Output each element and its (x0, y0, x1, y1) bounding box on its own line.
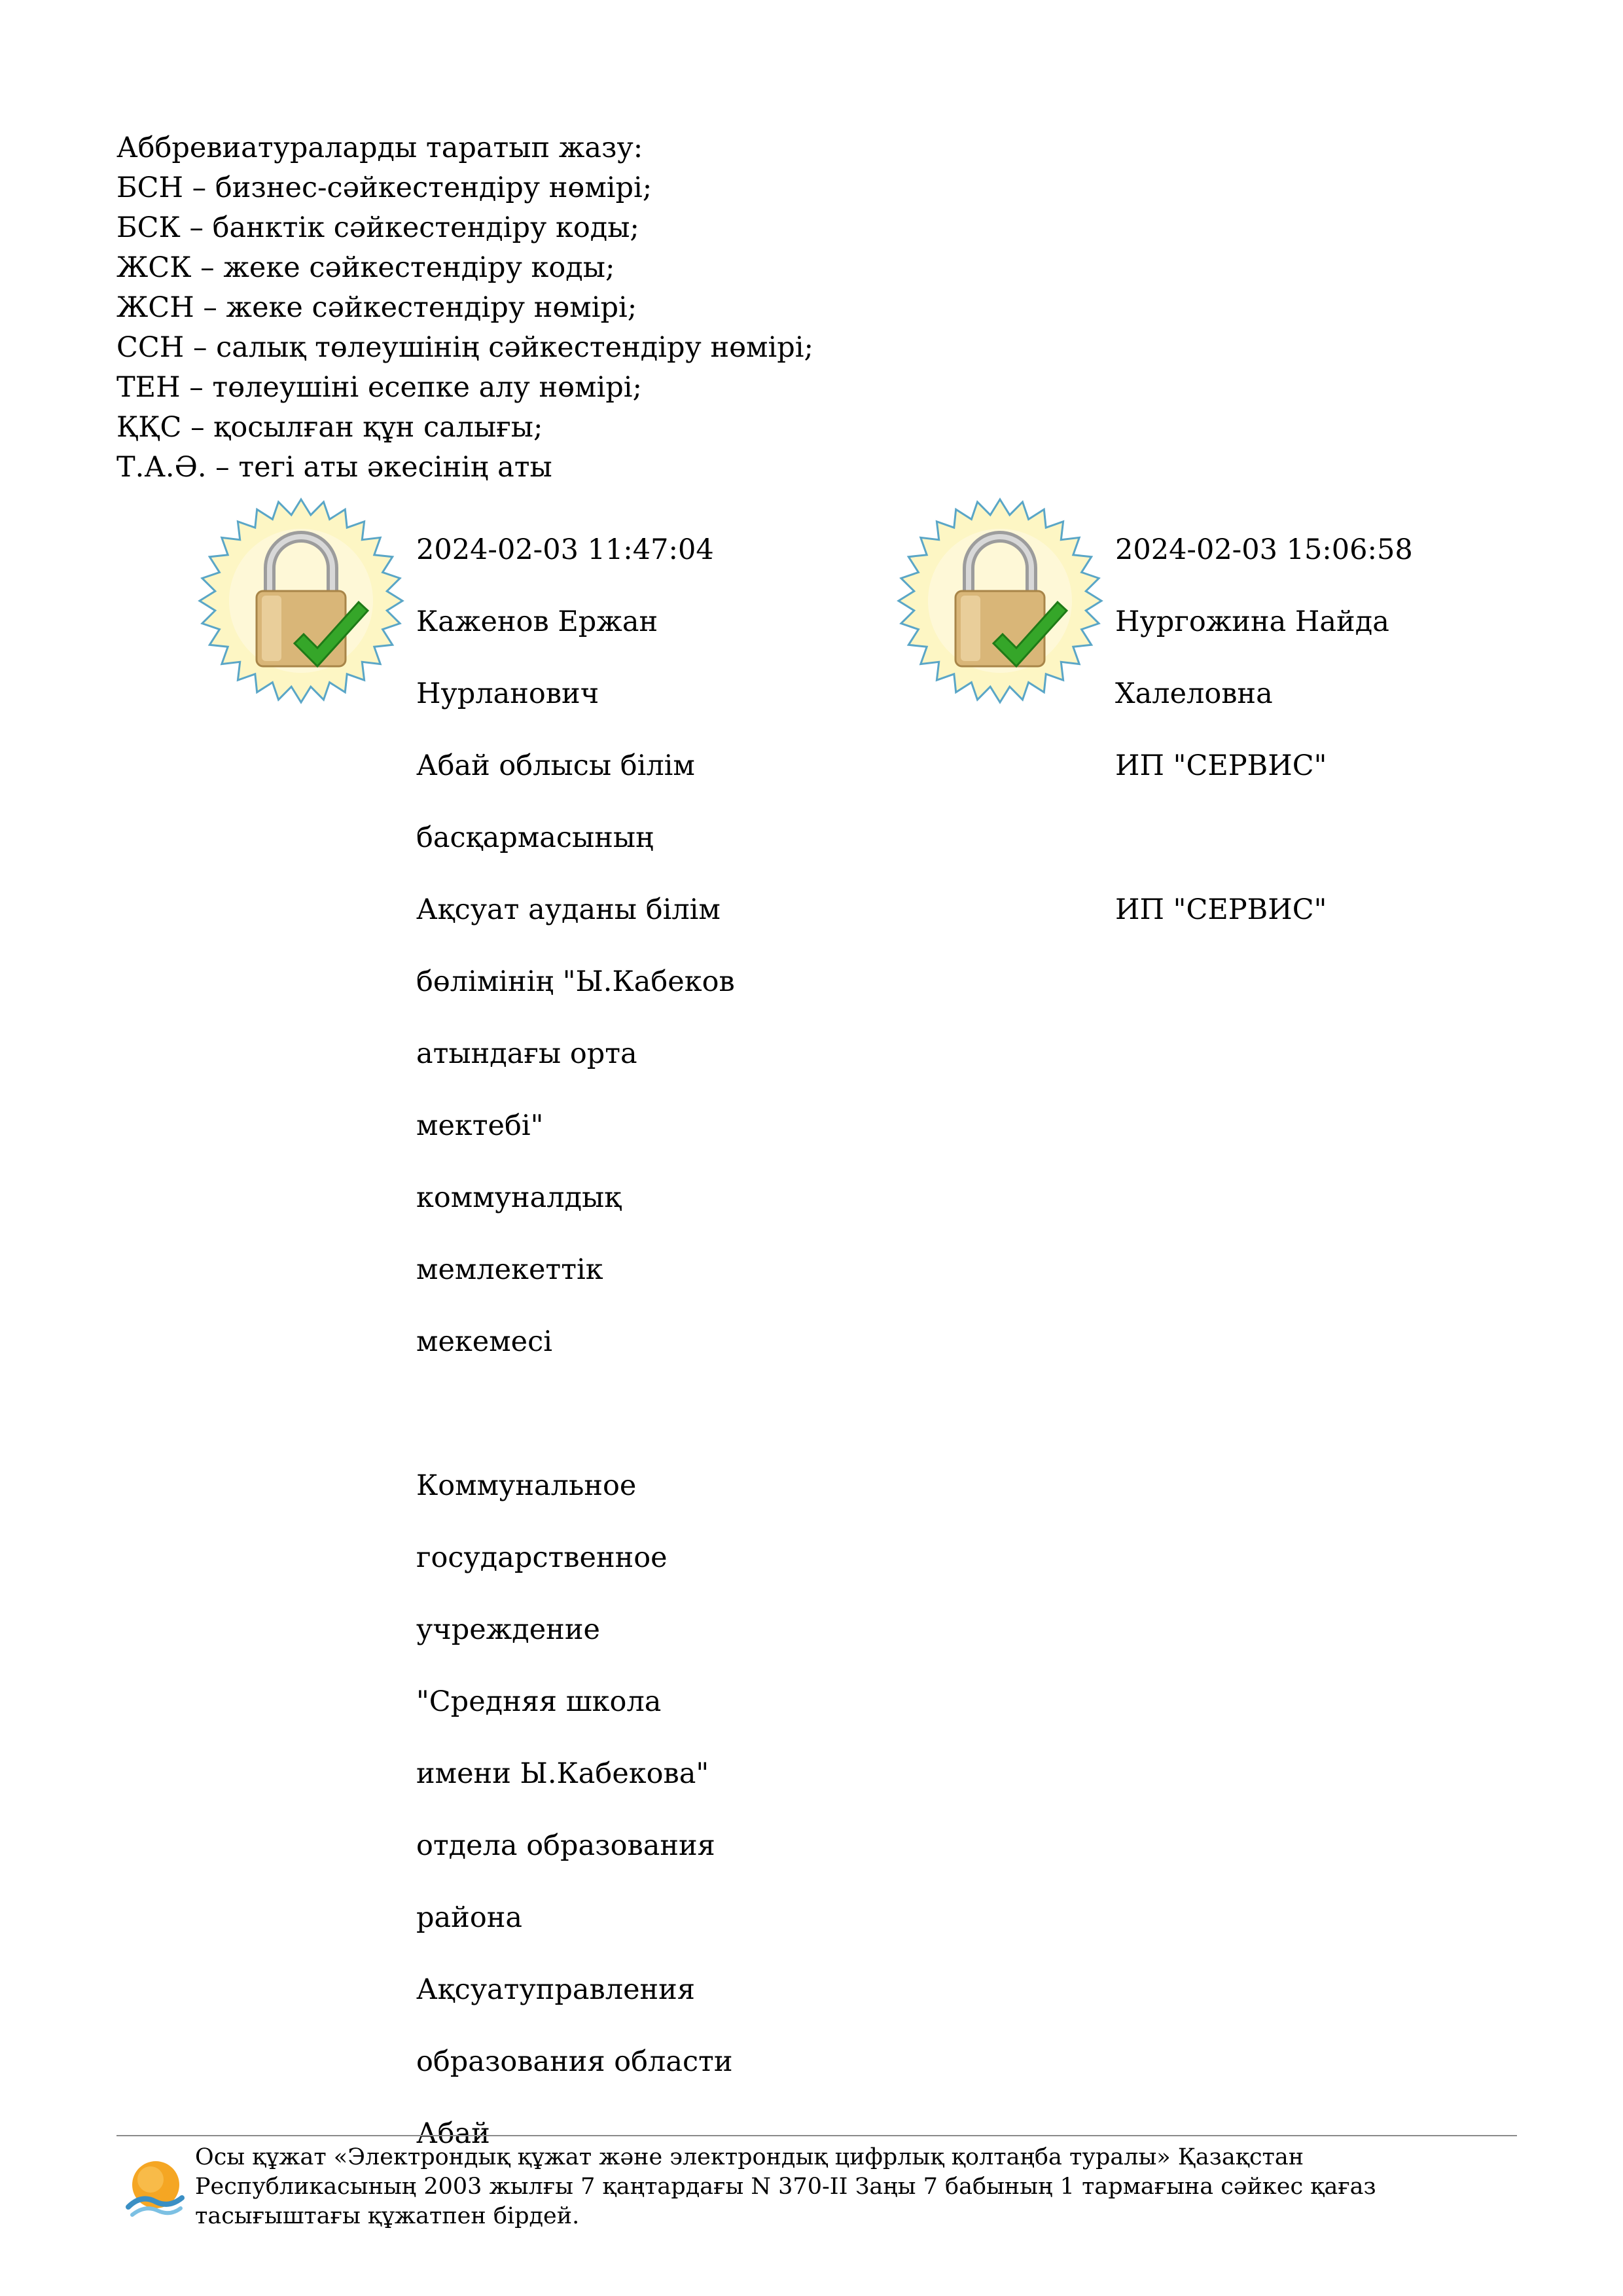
signature-line: района (416, 1901, 523, 1934)
abbreviations-heading: Аббревиатураларды таратып жазу: (116, 132, 643, 164)
signature-line: Абай (416, 2117, 490, 2150)
signature-line: ИП "СЕРВИС" (1115, 749, 1327, 782)
signature-line: "Средняя школа (416, 1685, 662, 1718)
signature-line (1115, 820, 1413, 856)
abbreviation-item: ССН – салық төлеушінің сәйкестендіру нөмірі; (116, 331, 813, 364)
signature-line (416, 1396, 735, 1432)
abbreviation-item: ТЕН – төлеушіні есепке алу нөмірі; (116, 371, 643, 404)
signature-line: мектебі" (416, 1109, 544, 1142)
signature-datetime: 2024-02-03 15:06:58 (1115, 533, 1413, 566)
footer-line: тасығыштағы құжатпен бірдей. (195, 2203, 580, 2229)
signature-line: Халеловна (1115, 677, 1273, 710)
signature-line: Нургожина Найда (1115, 605, 1389, 638)
signature-line: имени Ы.Кабекова" (416, 1757, 709, 1790)
signature-line: коммуналдық (416, 1181, 622, 1214)
abbreviations-block (116, 128, 813, 488)
footer-legal-notice (195, 2143, 1504, 2231)
signature-line: Коммунальное (416, 1469, 637, 1502)
signature-seal-lock-check-icon (196, 496, 406, 706)
footer-line: Осы құжат «Электрондық құжат және электрондық цифрлық қолтаңба туралы» Қазақстан (195, 2144, 1304, 2170)
abbreviation-item: ҚҚС – қосылған құн салығы; (116, 411, 543, 444)
signature-line: басқармасының (416, 821, 654, 854)
signature-line: мемлекеттік (416, 1253, 603, 1286)
signature-line: Нурланович (416, 677, 599, 710)
footer-divider (116, 2135, 1517, 2136)
signature-line: учреждение (416, 1613, 600, 1646)
signature-line: образования области (416, 2045, 733, 2078)
signature-seal-lock-check-icon (895, 496, 1105, 706)
signature-1-details (416, 496, 735, 2188)
signature-line: ИП "СЕРВИС" (1115, 893, 1327, 926)
signature-line: атындағы орта (416, 1037, 637, 1070)
abbreviation-item: БСК – банктік сәйкестендіру коды; (116, 211, 639, 244)
signature-line: Ақсуатуправления (416, 1973, 695, 2006)
footer-line: Республикасының 2003 жылғы 7 қаңтардағы N 370-II Заңы 7 бабының 1 тармағына сәйкес қағаз (195, 2174, 1376, 2200)
signature-line: государственное (416, 1541, 668, 1574)
abbreviation-item: ЖСН – жеке сәйкестендіру нөмірі; (116, 291, 637, 324)
signature-line: Каженов Ержан (416, 605, 658, 638)
abbreviation-item: ЖСК – жеке сәйкестендіру коды; (116, 251, 615, 284)
abbreviation-item: Т.А.Ә. – тегі аты әкесінің аты (116, 451, 552, 484)
signature-line: бөлімінің "Ы.Кабеков (416, 965, 735, 998)
egov-sun-logo-icon (122, 2155, 187, 2220)
signature-line: отдела образования (416, 1829, 715, 1862)
signature-2-details (1115, 496, 1413, 964)
signature-datetime: 2024-02-03 11:47:04 (416, 533, 714, 566)
signature-line: Абай облысы білім (416, 749, 695, 782)
abbreviation-item: БСН – бизнес-сәйкестендіру нөмірі; (116, 171, 652, 204)
signature-line: Ақсуат ауданы білім (416, 893, 721, 926)
signature-line: мекемесі (416, 1325, 552, 1358)
